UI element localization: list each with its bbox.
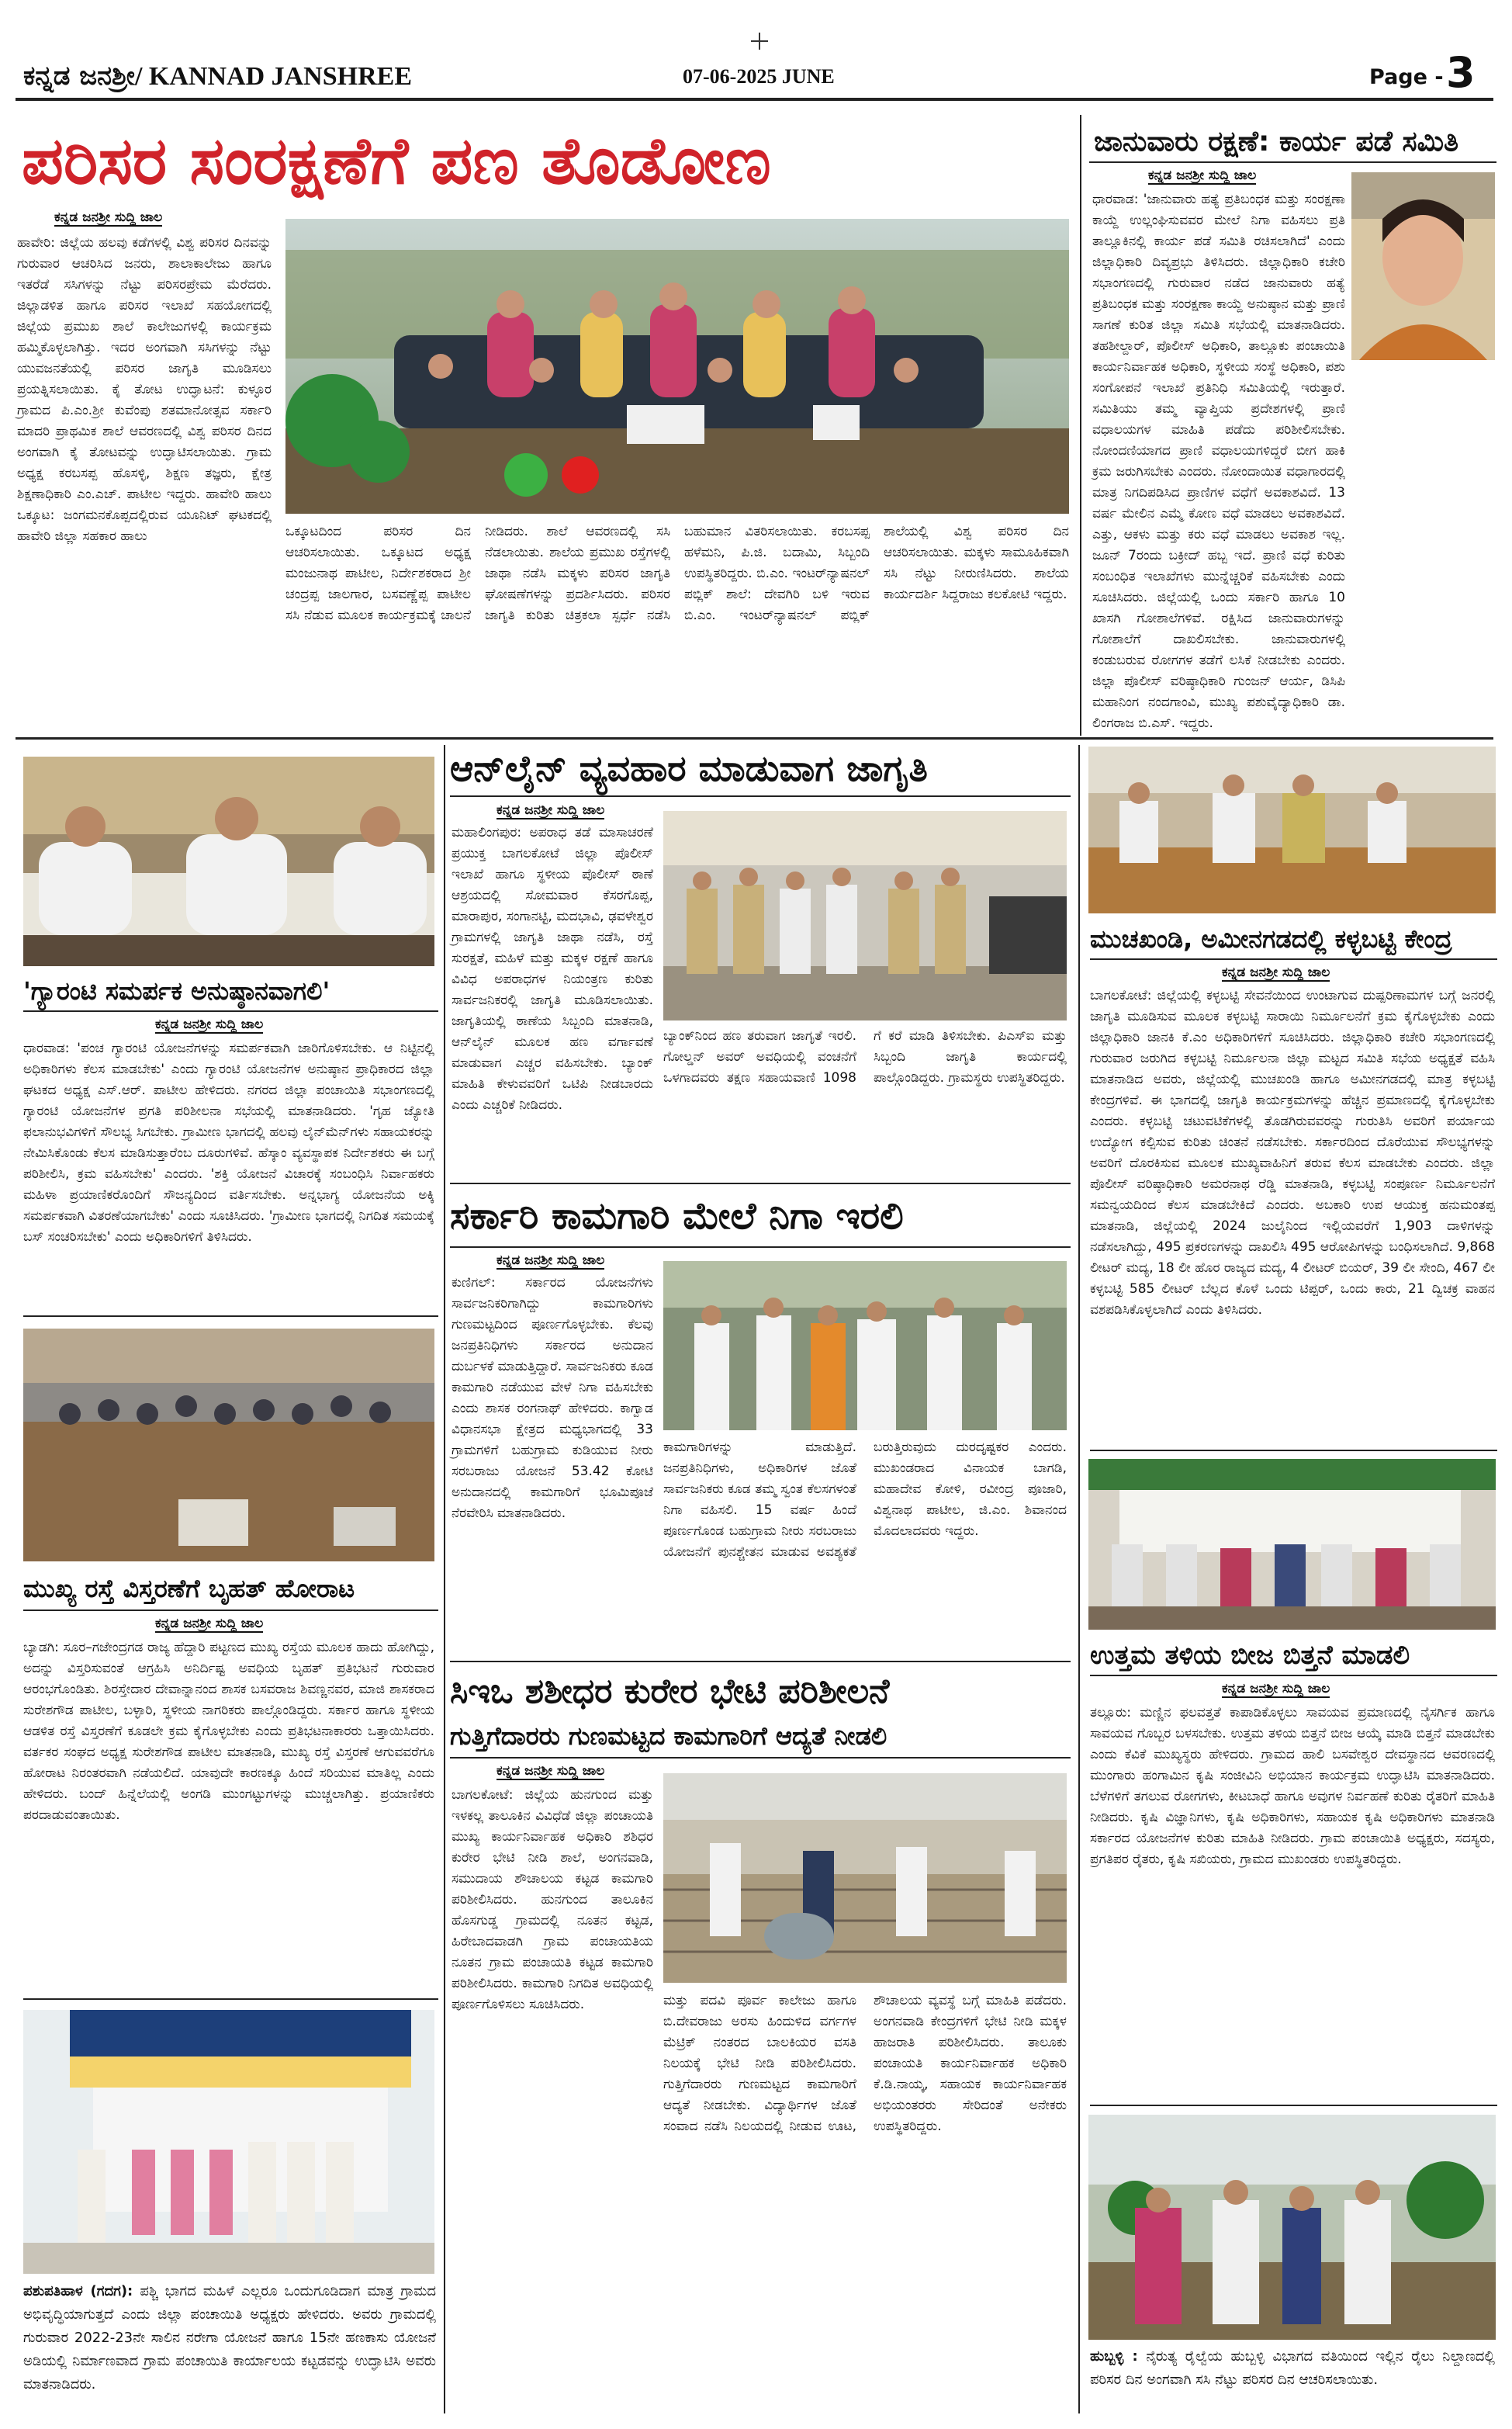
govt-byline: ಕನ್ನಡ ಜನಶ್ರೀ ಸುದ್ದಿ ಜಾಲ [497,1253,605,1268]
seed-photo [1088,1459,1496,1630]
kurer-text-left: ಬಾಗಲಕೋಟೆ: ಜಿಲ್ಲೆಯ ಹುನಗುಂದ ಮತ್ತು ಇಳಕಲ್ಲ ತಾಲೂಕಿನ ವಿವಿಧೆಡೆ ಜಿಲ್ಲಾ ಪಂಚಾಯತಿ ಮುಖ್ಯ ಕಾರ್ಯನಿರ್ವಾಹಕ ಅಧಿಕಾರಿ ಶಶಿಧರ ಕುರೇರ ಭೇಟಿ ನೀಡಿ ಶಾಲೆ, ಅಂಗನವಾಡಿ, ಸಮುದಾಯ ಶೌಚಾಲಯ ಕಟ್ಟಡ ಕಾಮಗಾರಿ ಪರಿಶೀಲಿಸಿದರು. ಹುನಗುಂದ ತಾಲೂಕಿನ ಹೊಸಗುಡ್ಡ ಗ್ರಾಮದಲ್ಲಿ ನೂತನ ಕಟ್ಟಡ, ಹಿರೇಬಾದವಾಡಗಿ ಗ್ರಾಮ ಪಂಚಾಯತಿಯ ನೂತನ ಗ್ರಾಮ ಪಂಚಾಯತಿ ಕಟ್ಟಡ ಕಾಮಗಾರಿ ಪರಿಶೀಲಿಸಿದರು. ಕಾಮಗಾರಿ ನಿಗದಿತ ಅವಧಿಯಲ್ಲಿ ಪೂರ್ಣಗೊಳಿಸಲು ಸೂಚಿಸಿದರು. [452,1787,653,2012]
school-caption-text: ಪಶ್ಚಿ ಭಾಗದ ಮಹಿಳೆ ಎಲ್ಲರೂ ಒಂದುಗೂಡಿದಾಗ ಮಾತ್ರ ಗ್ರಾಮದ ಅಭಿವೃದ್ಧಿಯಾಗುತ್ತದೆ ಎಂದು ಜಿಲ್ಲಾ ಪಂಚಾಯಿತಿ ಅಧ್ಯಕ್ಷರು ಹೇಳಿದರು. ಅವರು ಗ್ರಾಮದಲ್ಲಿ ಗುರುವಾರ 2022-23ನೇ ಸಾಲಿನ ನರೇಗಾ ಯೋಜನೆ ಹಾಗೂ 15ನೇ ಹಣಕಾಸು ಯೋಜನೆ ಅಡಿಯಲ್ಲಿ ನಿರ್ಮಾಣವಾದ ಗ್ರಾಮ ಪಂಚಾಯಿತಿ ಕಾರ್ಯಾಲಯ ಕಟ್ಟಡವನ್ನು ಉದ್ಘಾಟಿಸಿ ಅವರು ಮಾತನಾಡಿದರು. [23,2283,436,2393]
seed-text: ತಲ್ಲೂರು: ಮಣ್ಣಿನ ಫಲವತ್ತತೆ ಕಾಪಾಡಿಕೊಳ್ಳಲು ಸಾವಯವ ಪ್ರಮಾಣದಲ್ಲಿ ನೈಸರ್ಗಿಕ ಹಾಗೂ ಸಾವಯವ ಗೊಬ್ಬರ ಬಳಸಬೇಕು. ಉತ್ತಮ ತಳಿಯ ಬಿತ್ತನೆ ಬೀಜ ಆಯ್ಕೆ ಮಾಡಿ ಬಿತ್ತನೆ ಮಾಡಬೇಕು ಎಂದು ಕೆವಿಕೆ ಮುಖ್ಯಸ್ಥರು ಹೇಳಿದರು. ಗ್ರಾಮದ ಹಾಲಿ ಬಸವೇಶ್ವರ ದೇವಸ್ಥಾನದ ಆವರಣದಲ್ಲಿ ಮುಂಗಾರು ಹಂಗಾಮಿನ ಕೃಷಿ ಸಂಜೀವಿನಿ ಅಭಿಯಾನ ಕಾರ್ಯಕ್ರಮ ಉದ್ಘಾಟಿಸಿ ಮಾತನಾಡಿದರು. ಬೆಳೆಗಳಿಗೆ ತಗಲುವ ರೋಗಗಳು, ಕೀಟಬಾಧೆ ಹಾಗೂ ಅವುಗಳ ನಿರ್ವಹಣೆ ಕುರಿತು ರೈತರಿಗೆ ಮಾಹಿತಿ ನೀಡಿದರು. ಕೃಷಿ ವಿಜ್ಞಾನಿಗಳು, ಕೃಷಿ ಅಧಿಕಾರಿಗಳು, ಸಹಾಯಕ ಕೃಷಿ ಅಧಿಕಾರಿಗಳು ಮಾತನಾಡಿ ಸರ್ಕಾರದ ಯೋಜನೆಗಳ ಕುರಿತು ಮಾಹಿತಿ ನೀಡಿದರು. ಗ್ರಾಮ ಪಂಚಾಯಿತಿ ಅಧ್ಯಕ್ಷರು, ಸದಸ್ಯರು, ಪ್ರಗತಿಪರ ರೈತರು, ಕೃಷಿ ಸಖಿಯರು, ಗ್ರಾಮದ ಮುಖಂಡರು ಉಪಸ್ಥಿತರಿದ್ದರು. [1090,1705,1495,1867]
protest-photo [23,1329,434,1561]
online-headline-rule [450,795,1071,797]
school-caption [23,2280,436,2412]
road-headline-rule [23,1610,438,1611]
crosshair-icon [751,33,768,50]
center-right-divider [1078,745,1080,2413]
lead-headline: ಪರಿಸರ ಸಂರಕ್ಷಣೆಗೆ ಪಣ ತೊಡೋಣ [22,123,771,199]
govt-headline-rule [450,1246,1071,1248]
online-bottom-rule [450,1183,1071,1184]
paper-name-english: / KANNAD JANSHREE [134,62,413,91]
road-byline: ಕನ್ನಡ ಜನಶ್ರೀ ಸುದ್ದಿ ಜಾಲ [155,1616,264,1631]
guarantee-byline: ಕನ್ನಡ ಜನಶ್ರೀ ಸುದ್ದಿ ಜಾಲ [155,1017,264,1032]
guarantee-headline: 'ಗ್ಯಾರಂಟಿ ಸಮರ್ಪಕ ಅನುಷ್ಠಾನವಾಗಲಿ' [23,976,330,1006]
kurer-text-right: ಮತ್ತು ಪದವಿ ಪೂರ್ವ ಕಾಲೇಜು ಹಾಗೂ ಬಿ.ದೇವರಾಜು ಅರಸು ಹಿಂದುಳಿದ ವರ್ಗಗಳ ಮೆಟ್ರಿಕ್ ನಂತರದ ಬಾಲಕಿಯರ ವಸತಿ ನಿಲಯಕ್ಕೆ ಭೇಟಿ ನೀಡಿ ಪರಿಶೀಲಿಸಿದರು. ಗುತ್ತಿಗೆದಾರರು ಗುಣಮಟ್ಟದ ಕಾಮಗಾರಿಗೆ ಆದ್ಯತೆ ನೀಡಬೇಕು. ವಿದ್ಯಾರ್ಥಿಗಳ ಜೊತೆ ಸಂವಾದ ನಡೆಸಿ ನಿಲಯದಲ್ಲಿ ನೀಡುವ ಊಟ, ಶೌಚಾಲಯ ವ್ಯವಸ್ಥೆ ಬಗ್ಗೆ ಮಾಹಿತಿ ಪಡೆದರು. ಅಂಗನವಾಡಿ ಕೇಂದ್ರಗಳಿಗೆ ಭೇಟಿ ನೀಡಿ ಮಕ್ಕಳ ಹಾಜರಾತಿ ಪರಿಶೀಲಿಸಿದರು. ತಾಲೂಕು ಪಂಚಾಯತಿ ಕಾರ್ಯನಿರ್ವಾಹಕ ಅಧಿಕಾರಿ ಕೆ.ಡಿ.ನಾಯ್ಕ, ಸಹಾಯಕ ಕಾರ್ಯನಿರ್ವಾಹಕ ಅಭಿಯಂತರರು ಸೇರಿದಂತೆ ಅನೇಕರು ಉಪಸ್ಥಿತರಿದ್ದರು. [663,1993,1067,2134]
kurer-headline-rule [450,1757,1071,1759]
govt-headline: ಸರ್ಕಾರಿ ಕಾಮಗಾರಿ ಮೇಲೆ ನಿಗಾ ಇರಲಿ [450,1194,904,1238]
building-photo [23,2010,434,2274]
right-rule-2 [1090,1450,1497,1451]
cattle-text-lower [1092,369,1496,730]
fraud-headline-rule [1090,958,1497,960]
cattle-headline-rule [1089,161,1496,163]
row1-rule [16,737,1493,740]
masthead-rule [16,98,1493,101]
kurer-headline: ಸಿಇಒ ಶಶೀಧರ ಕುರೇರ ಭೇಟಿ ಪರಿಶೀಲನೆ [450,1672,890,1711]
road-text: ಬ್ಯಾಡಗಿ: ಸೂರ–ಗಜೇಂದ್ರಗಡ ರಾಜ್ಯ ಹೆದ್ದಾರಿ ಪಟ್ಟಣದ ಮುಖ್ಯ ರಸ್ತೆಯ ಮೂಲಕ ಹಾದು ಹೋಗಿದ್ದು, ಅದನ್ನು ವಿಸ್ತರಿಸುವಂತೆ ಆಗ್ರಹಿಸಿ ಅನಿರ್ದಿಷ್ಟ ಅವಧಿಯ ಬೃಹತ್ ಪ್ರತಿಭಟನೆ ಗುರುವಾರ ಆರಂಭಗೊಂಡಿತು. ಶಿರಸ್ತೇದಾರ ದೇವಾನ್ನಾನಂದ ಶಾಸಕ ಬಸವರಾಜ ಶಿವಣ್ಣನವರ, ಮಾಜಿ ಶಾಸಕರಾದ ಸುರೇಶಗೌಡ ಪಾಟೀಲ, ಬಳ್ಳಾರಿ, ಸ್ಥಳೀಯ ನಾಗರಿಕರು ಪಾಲ್ಗೊಂಡಿದ್ದರು. ಸರ್ಕಾರ ಹಾಗೂ ಸ್ಥಳೀಯ ಆಡಳಿತ ರಸ್ತೆ ವಿಸ್ತರಣೆಗೆ ಕೂಡಲೇ ಕ್ರಮ ಕೈಗೊಳ್ಳಬೇಕು ಎಂದು ಪ್ರತಿಭಟನಾಕಾರರು ಒತ್ತಾಯಿಸಿದರು. ವರ್ತಕರ ಸಂಘದ ಅಧ್ಯಕ್ಷ ಸುರೇಶಗೌಡ ಪಾಟೀಲ ಮಾತನಾಡಿ, ಮುಖ್ಯ ರಸ್ತೆ ವಿಸ್ತರಣೆ ಆಗುವವರೆಗೂ ಹೋರಾಟ ನಿರಂತರವಾಗಿ ನಡೆಯಲಿದೆ. ಯಾವುದೇ ಕಾರಣಕ್ಕೂ ಹಿಂದೆ ಸರಿಯುವ ಮಾತಿಲ್ಲ ಎಂದು ಹೇಳಿದರು. ಬಂದ್ ಹಿನ್ನೆಲೆಯಲ್ಲಿ ಅಂಗಡಿ ಮುಂಗಟ್ಟುಗಳನ್ನು ಮುಚ್ಚಲಾಗಿತ್ತು. ಪ್ರಯಾಣಿಕರು ಪರದಾಡುವಂತಾಯಿತು. [23,1640,434,1823]
cattle-byline: ಕನ್ನಡ ಜನಶ್ರೀ ಸುದ್ದಿ ಜಾಲ [1148,168,1257,183]
right-column-divider [1080,115,1081,736]
kurer-subhead: ಗುತ್ತಿಗೆದಾರರು ಗುಣಮಟ್ಟದ ಕಾಮಗಾರಿಗೆ ಆದ್ಯತೆ ನೀಡಲಿ [450,1721,887,1751]
page-number: 3 [1446,48,1476,97]
lead-byline: ಕನ್ನಡ ಜನಶ್ರೀ ಸುದ್ದಿ ಜಾಲ [54,210,163,225]
fraud-headline: ಮುಚಖಂಡಿ, ಅಮೀನಗಡದಲ್ಲಿ ಕಳ್ಳಬಟ್ಟಿ ಕೇಂದ್ರ [1090,924,1452,954]
left-rule-2 [23,1315,438,1317]
guarantee-photo [23,757,434,966]
railway-caption [1090,2345,1495,2415]
page-label: Page - [1369,65,1444,89]
lead-text-bottom: ಒಕ್ಕೂಟದಿಂದ ಪರಿಸರ ದಿನ ಆಚರಿಸಲಾಯಿತು. ಒಕ್ಕೂಟದ ಅಧ್ಯಕ್ಷ ಮಂಜುನಾಥ ಪಾಟೀಲ, ನಿರ್ದೇಶಕರಾದ ಶ್ರೀ ಚಂದ್ರಪ್ಪ ಜಾಲಗಾರ, ಬಸವಣ್ಣೆಪ್ಪ ಪಾಟೀಲ ಸಸಿ ನೆಡುವ ಮೂಲಕ ಕಾರ್ಯಕ್ರಮಕ್ಕೆ ಚಾಲನೆ ನೀಡಿದರು. ಶಾಲೆ ಆವರಣದಲ್ಲಿ ಸಸಿ ನೆಡಲಾಯಿತು. ಶಾಲೆಯ ಪ್ರಮುಖ ರಸ್ತೆಗಳಲ್ಲಿ ಜಾಥಾ ನಡೆಸಿ ಮಕ್ಕಳು ಪರಿಸರ ಜಾಗೃತಿ ಘೋಷಣೆಗಳನ್ನು ಪ್ರದರ್ಶಿಸಿದರು. ಪರಿಸರ ಜಾಗೃತಿ ಕುರಿತು ಚಿತ್ರಕಲಾ ಸ್ಪರ್ಧೆ ನಡೆಸಿ ಬಹುಮಾನ ವಿತರಿಸಲಾಯಿತು. ಕರಬಸಪ್ಪ ಹಳೆಮನಿ, ಪಿ.ಜಿ. ಬದಾಮಿ, ಸಿಬ್ಬಂದಿ ಉಪಸ್ಥಿತರಿದ್ದರು. ಬಿ.ಎಂ. ಇಂಟರ್‌ನ್ಯಾಷನಲ್ ಪಬ್ಲಿಕ್ ಶಾಲೆ: ದೇವಗಿರಿ ಬಳಿ ಇರುವ ಬಿ.ಎಂ. ಇಂಟರ್‌ನ್ಯಾಷನಲ್ ಪಬ್ಲಿಕ್ ಶಾಲೆಯಲ್ಲಿ ವಿಶ್ವ ಪರಿಸರ ದಿನ ಆಚರಿಸಲಾಯಿತು. ಮಕ್ಕಳು ಸಾಮೂಹಿಕವಾಗಿ ಸಸಿ ನೆಟ್ಟು ನೀರುಣಿಸಿದರು. ಶಾಲೆಯ ಕಾರ್ಯದರ್ಶಿ ಸಿದ್ದರಾಜು ಕಲಕೋಟಿ ಇದ್ದರು. [285,524,1069,623]
kurer-photo [663,1773,1067,1983]
cattle-headline: ಜಾನುವಾರು ರಕ್ಷಣೆ: ಕಾರ್ಯ ಪಡೆ ಸಮಿತಿ [1094,126,1459,158]
online-photo [663,811,1067,1020]
guarantee-headline-rule [23,1010,438,1012]
paper-name-kannada: ಕನ್ನಡ ಜನಶ್ರೀ [23,61,135,92]
railway-caption-place: ಹುಬ್ಬಳ್ಳಿ : [1090,2348,1138,2365]
fraud-text: ಬಾಗಲಕೋಟೆ: ಜಿಲ್ಲೆಯಲ್ಲಿ ಕಳ್ಳಬಟ್ಟಿ ಸೇವನೆಯಿಂದ ಉಂಟಾಗುವ ದುಷ್ಪರಿಣಾಮಗಳ ಬಗ್ಗೆ ಜನರಲ್ಲಿ ಜಾಗೃತಿ ಮೂಡಿಸುವ ಮೂಲಕ ಕಳ್ಳಬಟ್ಟಿ ಸಾರಾಯಿ ನಿರ್ಮೂಲನೆಗೆ ಕ್ರಮ ಕೈಗೊಳ್ಳಬೇಕು ಎಂದು ಜಿಲ್ಲಾಧಿಕಾರಿ ಜಾನಕಿ ಕೆ.ಎಂ ಅಧಿಕಾರಿಗಳಿಗೆ ಸೂಚಿಸಿದರು. ಜಿಲ್ಲಾಧಿಕಾರಿ ಕಚೇರಿ ಸಭಾಂಗಣದಲ್ಲಿ ಗುರುವಾರ ಜರುಗಿದ ಕಳ್ಳಬಟ್ಟಿ ನಿರ್ಮೂಲನಾ ಜಿಲ್ಲಾ ಮಟ್ಟದ ಸಮಿತಿ ಸಭೆಯ ಅಧ್ಯಕ್ಷತೆ ವಹಿಸಿ ಮಾತನಾಡಿದ ಅವರು, ಜಿಲ್ಲೆಯಲ್ಲಿ ಮುಚಖಂಡಿ ಹಾಗೂ ಅಮೀನಗಡದಲ್ಲಿ ಮಾತ್ರ ಕಳ್ಳಬಟ್ಟಿ ಕೇಂದ್ರಗಳಿವೆ. ಈ ಭಾಗದಲ್ಲಿ ಜಾಗೃತಿ ಕಾರ್ಯಕ್ರಮಗಳನ್ನು ಹೆಚ್ಚಿನ ಪ್ರಮಾಣದಲ್ಲಿ ಕೈಗೊಳ್ಳಬೇಕು ಎಂದರು. ಕಳ್ಳಬಟ್ಟಿ ಚಟುವಟಿಕೆಗಳಲ್ಲಿ ತೊಡಗಿರುವವರನ್ನು ಗುರುತಿಸಿ ಅವರಿಗೆ ಪರ್ಯಾಯ ಉದ್ಯೋಗ ಕಲ್ಪಿಸುವ ಕುರಿತು ಚಿಂತನೆ ನಡೆಸಬೇಕು. ಸರ್ಕಾರದಿಂದ ದೊರೆಯುವ ಸೌಲಭ್ಯಗಳನ್ನು ಅವರಿಗೆ ದೊರಕಿಸುವ ಮೂಲಕ ಮುಖ್ಯವಾಹಿನಿಗೆ ತರುವ ಕೆಲಸ ಮಾಡಬೇಕು ಎಂದರು. ಜಿಲ್ಲಾ ಪೊಲೀಸ್ ವರಿಷ್ಠಾಧಿಕಾರಿ ಅಮರನಾಥ ರೆಡ್ಡಿ ಮಾತನಾಡಿ, ಕಳ್ಳಬಟ್ಟಿ ಸಂಪೂರ್ಣ ನಿರ್ಮೂಲನೆಗೆ ಸಮನ್ವಯದಿಂದ ಕೆಲಸ ಮಾಡಬೇಕಿದೆ ಎಂದರು. ಅಬಕಾರಿ ಉಪ ಆಯುಕ್ತ ಹನುಮಂತಪ್ಪ ಮಾತನಾಡಿ, ಜಿಲ್ಲೆಯಲ್ಲಿ 2024 ಜುಲೈನಿಂದ ಇಲ್ಲಿಯವರೆಗೆ 1,903 ದಾಳಿಗಳನ್ನು ನಡೆಸಲಾಗಿದ್ದು, 495 ಪ್ರಕರಣಗಳನ್ನು ದಾಖಲಿಸಿ 495 ಆರೋಪಿಗಳನ್ನು ಬಂಧಿಸಲಾಗಿದೆ. 9,868 ಲೀಟರ್ ಮದ್ಯ, 18 ಲೀ ಹೊರ ರಾಜ್ಯದ ಮದ್ಯ, 4 ಲೀಟರ್ ಬಿಯರ್, 39 ಲೀ ಸೇಂದಿ, 467 ಲೀ ಕಳ್ಳಬಟ್ಟಿ 585 ಲೀಟರ್ ಬೆಲ್ಲದ ಕೊಳೆ ಒಂದು ಟಿಪ್ಪರ್, ಒಂದು ಕಾರು, 21 ದ್ವಿಚಕ್ರ ವಾಹನ ವಶಪಡಿಸಿಕೊಳ್ಳಲಾಗಿದೆ ಎಂದು ತಿಳಿಸಿದರು. [1090,988,1495,1318]
lead-text-col1: ಹಾವೇರಿ: ಜಿಲ್ಲೆಯ ಹಲವು ಕಡೆಗಳಲ್ಲಿ ವಿಶ್ವ ಪರಿಸರ ದಿನವನ್ನು ಗುರುವಾರ ಆಚರಿಸಿದ ಜನರು, ಶಾಲಾಕಾಲೇಜು ಹಾಗೂ ಇತರೆಡೆ ಸಸಿಗಳನ್ನು ನೆಟ್ಟು ಪರಿಸರಪ್ರೇಮ ಮೆರೆದರು. ಜಿಲ್ಲಾಡಳಿತ ಹಾಗೂ ಪರಿಸರ ಇಲಾಖೆ ಸಹಯೋಗದಲ್ಲಿ ಜಿಲ್ಲೆಯ ಪ್ರಮುಖ ಶಾಲೆ ಕಾಲೇಜುಗಳಲ್ಲಿ ಕಾರ್ಯಕ್ರಮ ಹಮ್ಮಿಕೊಳ್ಳಲಾಗಿತ್ತು. ಇದರ ಅಂಗವಾಗಿ ಸಸಿಗಳನ್ನು ನೆಟ್ಟು ಯುವಜನತೆಯಲ್ಲಿ ಪರಿಸರ ಜಾಗೃತಿ ಮೂಡಿಸಲು ಪ್ರಯತ್ನಿಸಲಾಯಿತು. ಕೈ ತೋಟ ಉದ್ಘಾಟನೆ: ಕುಳ್ಳೂರ ಗ್ರಾಮದ ಪಿ.ಎಂ.ಶ್ರೀ ಕುವೆಂಪು ಶತಮಾನೋತ್ಸವ ಸರ್ಕಾರಿ ಮಾದರಿ ಪ್ರಾಥಮಿಕ ಶಾಲೆ ಆವರಣದಲ್ಲಿ ವಿಶ್ವ ಪರಿಸರ ದಿನದ ಅಂಗವಾಗಿ ಕೈ ತೋಟವನ್ನು ಉದ್ಘಾಟಿಸಲಾಯಿತು. ಗ್ರಾಮ ಅಧ್ಯಕ್ಷ ಕರಬಸಪ್ಪ ಹೊಸಳ್ಳಿ, ಶಿಕ್ಷಣ ತಜ್ಞರು, ಕ್ಷೇತ್ರ ಶಿಕ್ಷಣಾಧಿಕಾರಿ ಎಂ.ಎಚ್. ಪಾಟೀಲ ಇದ್ದರು. ಹಾವೇರಿ ಹಾಲು ಒಕ್ಕೂಟ: ಜಂಗಮನಕೊಪ್ಪದಲ್ಲಿರುವ ಯೂನಿಟ್ ಘಟಕದಲ್ಲಿ ಹಾವೇರಿ ಜಿಲ್ಲಾ ಸಹಕಾರ ಹಾಲು [17,235,272,544]
masthead-title [23,61,412,92]
cattle-text: ಧಾರವಾಡ: 'ಜಾನುವಾರು ಹತ್ಯೆ ಪ್ರತಿಬಂಧಕ ಮತ್ತು ಸಂರಕ್ಷಣಾ ಕಾಯ್ದೆ ಉಲ್ಲಂಘಿಸುವವರ ಮೇಲೆ ನಿಗಾ ವಹಿಸಲು ಪ್ರತಿ ತಾಲ್ಲೂಕಿನಲ್ಲಿ ಕಾರ್ಯ ಪಡೆ ಸಮಿತಿ ರಚಿಸಲಾಗಿದೆ' ಎಂದು ಜಿಲ್ಲಾಧಿಕಾರಿ ದಿವ್ಯಪ್ರಭು ತಿಳಿಸಿದರು. ಜಿಲ್ಲಾಧಿಕಾರಿ ಕಚೇರಿ ಸಭಾಂಗಣದಲ್ಲಿ ಗುರುವಾರ ನಡೆದ ಜಾನುವಾರು ಹತ್ಯೆ ಪ್ರತಿಬಂಧಕ ಮತ್ತು ಸಂರಕ್ಷಣಾ ಕಾಯ್ದೆ ಅನುಷ್ಠಾನ ಮತ್ತು ಪ್ರಾಣಿ ಸಾಗಣೆ ಕುರಿತ ಜಿಲ್ಲಾ ಸಮಿತಿ ಸಭೆಯಲ್ಲಿ ಮಾತನಾಡಿದರು. ತಹಶೀಲ್ದಾರ್, ಪೊಲೀಸ್ ಅಧಿಕಾರಿ, ತಾಲ್ಲೂಕು ಪಂಚಾಯಿತಿ ಕಾರ್ಯನಿರ್ವಾಹಕ ಅಧಿಕಾರಿ, ಸ್ಥಳೀಯ ಸಂಸ್ಥೆ ಅಧಿಕಾರಿ, ಪಶು ಸಂಗೋಪನೆ ಇಲಾಖೆ ಪ್ರತಿನಿಧಿ ಸಮಿತಿಯಲ್ಲಿ ಇರುತ್ತಾರೆ. ಸಮಿತಿಯು ತಮ್ಮ ವ್ಯಾಪ್ತಿಯ ಪ್ರದೇಶಗಳಲ್ಲಿ ಪ್ರಾಣಿ ವಧಾಲಯಗಳ ಮಾಹಿತಿ ಪಡೆದು ಪರಿಶೀಲಿಸಬೇಕು. ನೋಂದಣಿಯಾಗದ ಪ್ರಾಣಿ ವಧಾಲಯಗಳಿದ್ದರೆ ಬೀಗ ಹಾಕಿ ಕ್ರಮ ಜರುಗಿಸಬೇಕು ಎಂದರು. ನೋಂದಾಯಿತ ವಧಾಗಾರದಲ್ಲಿ ಮಾತ್ರ ನಿಗದಿಪಡಿಸಿದ ಪ್ರಾಣಿಗಳ ವಧೆಗೆ ಅವಕಾಶವಿದೆ. 13 ವರ್ಷ ಮೇಲಿನ ಎಮ್ಮೆ ಕೋಣ ವಧೆ ಮಾಡಲು ಅವಕಾಶವಿದೆ. ಎತ್ತು, ಆಕಳು ಮತ್ತು ಕರು ವಧೆ ಮಾಡಲು ಅವಕಾಶ ಇಲ್ಲ. ಜೂನ್ 7ರಂದು ಬಕ್ರೀದ್ ಹಬ್ಬ ಇದೆ. ಪ್ರಾಣಿ ವಧೆ ಕುರಿತು ಸಂಬಂಧಿತ ಇಲಾಖೆಗಳು ಮುನ್ನೆಚ್ಚರಿಕೆ ವಹಿಸಬೇಕು ಎಂದು ಸೂಚಿಸಿದರು. ಜಿಲ್ಲೆಯಲ್ಲಿ ಒಂದು ಸರ್ಕಾರಿ ಹಾಗೂ 10 ಖಾಸಗಿ ಗೋಶಾಲೆಗಳಿವೆ. ರಕ್ಷಿಸಿದ ಜಾನುವಾರುಗಳನ್ನು ಗೋಶಾಲೆಗೆ ದಾಖಲಿಸಬೇಕು. ಜಾನುವಾರುಗಳಲ್ಲಿ ಕಂಡುಬರುವ ರೋಗಗಳ ತಡೆಗೆ ಲಸಿಕೆ ನೀಡಬೇಕು ಎಂದರು. ಜಿಲ್ಲಾ ಪೊಲೀಸ್ ವರಿಷ್ಠಾಧಿಕಾರಿ ಗುಂಜನ್ ಆರ್ಯ, ಡಿಸಿಪಿ ಮಹಾನಿಂಗ ನಂದಗಾಂವಿ, ಮುಖ್ಯ ಪಶುವೈದ್ಯಾಧಿಕಾರಿ ಡಾ. ಲಿಂಗರಾಜ ಬಿ.ಎಸ್. ಇದ್ದರು. [1092,192,1345,731]
govt-photo [663,1261,1067,1430]
railway-caption-text: ನೈರುತ್ಯ ರೈಲ್ವೆಯ ಹುಬ್ಬಳ್ಳಿ ವಿಭಾಗದ ವತಿಯಿಂದ ಇಲ್ಲಿನ ರೈಲು ನಿಲ್ದಾಣದಲ್ಲಿ ಪರಿಸರ ದಿನ ಅಂಗವಾಗಿ ಸಸಿ ನೆಟ್ಟು ಪರಿಸರ ದಿನ ಆಚರಿಸಲಾಯಿತು. [1090,2348,1495,2388]
issue-date: 07-06-2025 JUNE [683,65,835,88]
online-text-bottom: ಬ್ಯಾಂಕ್‌ನಿಂದ ಹಣ ತರುವಾಗ ಜಾಗೃತೆ ಇರಲಿ. ಗೋಲ್ಡನ್ ಅವರ್ ಅವಧಿಯಲ್ಲಿ ವಂಚನೆಗೆ ಒಳಗಾದವರು ತಕ್ಷಣ ಸಹಾಯವಾಣಿ 1098 ಗೆ ಕರೆ ಮಾಡಿ ತಿಳಿಸಬೇಕು. ಪಿಎಸ್‌ಐ ಮತ್ತು ಸಿಬ್ಬಂದಿ ಜಾಗೃತಿ ಕಾರ್ಯದಲ್ಲಿ ಪಾಲ್ಗೊಂಡಿದ್ದರು. ಗ್ರಾಮಸ್ಥರು ಉಪಸ್ಥಿತರಿದ್ದರು. [663,1028,1067,1086]
govt-text-left: ಕುಣಿಗಲ್: ಸರ್ಕಾರದ ಯೋಜನೆಗಳು ಸಾರ್ವಜನಿಕರಿಗಾಗಿದ್ದು ಕಾಮಗಾರಿಗಳು ಗುಣಮಟ್ಟದಿಂದ ಪೂರ್ಣಗೊಳ್ಳಬೇಕು. ಕೆಲವು ಜನಪ್ರತಿನಿಧಿಗಳು ಸರ್ಕಾರದ ಅನುದಾನ ದುರ್ಬಳಕೆ ಮಾಡುತ್ತಿದ್ದಾರೆ. ಸಾರ್ವಜನಿಕರು ಕೂಡ ಕಾಮಗಾರಿ ನಡೆಯುವ ವೇಳೆ ನಿಗಾ ವಹಿಸಬೇಕು ಎಂದು ಶಾಸಕ ರಂಗನಾಥ್ ಹೇಳಿದರು. ಕಾಗ್ವಾಡ ವಿಧಾನಸಭಾ ಕ್ಷೇತ್ರದ ಮಧ್ಯಭಾಗದಲ್ಲಿ 33 ಗ್ರಾಮಗಳಿಗೆ ಬಹುಗ್ರಾಮ ಕುಡಿಯುವ ನೀರು ಸರಬರಾಜು ಯೋಜನೆ 53.42 ಕೋಟಿ ಅನುದಾನದಲ್ಲಿ ಕಾಮಗಾರಿಗೆ ಭೂಮಿಪೂಜೆ ನೆರವೇರಿಸಿ ಮಾತನಾಡಿದರು. [452,1275,653,1521]
right-rule-3 [1090,2105,1497,2106]
kurer-byline: ಕನ್ನಡ ಜನಶ್ರೀ ಸುದ್ದಿ ಜಾಲ [497,1763,605,1779]
fraud-byline: ಕನ್ನಡ ಜನಶ್ರೀ ಸುದ್ದಿ ಜಾಲ [1222,965,1330,980]
road-headline: ಮುಖ್ಯ ರಸ್ತೆ ವಿಸ್ತರಣೆಗೆ ಬೃಹತ್ ಹೋರಾಟ [23,1574,355,1603]
seed-headline-rule [1090,1675,1497,1676]
cattle-photo [1351,172,1495,360]
seed-byline: ಕನ್ನಡ ಜನಶ್ರೀ ಸುದ್ದಿ ಜಾಲ [1222,1681,1330,1696]
left-rule-3 [23,1998,438,2000]
govt-text-right: ಕಾಮಗಾರಿಗಳನ್ನು ಮಾಡುತ್ತಿದೆ. ಜನಪ್ರತಿನಿಧಿಗಳು, ಅಧಿಕಾರಿಗಳ ಜೊತೆ ಸಾರ್ವಜನಿಕರು ಕೂಡ ತಮ್ಮ ಸ್ವಂತ ಕೆಲಸಗಳಂತೆ ನಿಗಾ ವಹಿಸಲಿ. 15 ವರ್ಷ ಹಿಂದೆ ಪೂರ್ಣಗೊಂಡ ಬಹುಗ್ರಾಮ ನೀರು ಸರಬರಾಜು ಯೋಜನೆಗೆ ಪುನಶ್ಚೇತನ ಮಾಡುವ ಅವಶ್ಯಕತೆ ಬರುತ್ತಿರುವುದು ದುರದೃಷ್ಟಕರ ಎಂದರು. ಮುಖಂಡರಾದ ವಿನಾಯಕ ಬಾಗಡಿ, ಮಹಾದೇವ ಕೋಳಿ, ರವೀಂದ್ರ ಪೂಜಾರಿ, ವಿಶ್ವನಾಥ ಪಾಟೀಲ, ಜಿ.ಎಂ. ಶಿವಾನಂದ ಮೊದಲಾದವರು ಇದ್ದರು. [663,1440,1067,1560]
masthead [0,0,1512,97]
lead-photo [285,219,1069,514]
left-center-divider [444,745,445,2413]
seed-headline: ಉತ್ತಮ ತಳಿಯ ಬೀಜ ಬಿತ್ತನೆ ಮಾಡಲಿ [1090,1640,1410,1671]
online-headline: ಆನ್‌ಲೈನ್ ವ್ಯವಹಾರ ಮಾಡುವಾಗ ಜಾಗೃತಿ [450,747,928,789]
school-caption-place: ಪಶುಪತಿಹಾಳ (ಗದಗ): [23,2283,133,2299]
online-text-left: ಮಹಾಲಿಂಗಪುರ: ಅಪರಾಧ ತಡೆ ಮಾಸಾಚರಣೆ ಪ್ರಯುಕ್ತ ಬಾಗಲಕೋಟೆ ಜಿಲ್ಲಾ ಪೊಲೀಸ್ ಇಲಾಖೆ ಹಾಗೂ ಸ್ಥಳೀಯ ಪೊಲೀಸ್ ಠಾಣೆ ಆಶ್ರಯದಲ್ಲಿ ಸೋಮವಾರ ಕೆಸರಗೊಪ್ಪ, ಮಾರಾಪುರ, ಸಂಗಾನಟ್ಟಿ, ಮದಭಾವಿ, ಢವಳೇಶ್ವರ ಗ್ರಾಮಗಳಲ್ಲಿ ಜಾಗೃತಿ ಜಾಥಾ ನಡೆಸಿ, ರಸ್ತೆ ಸುರಕ್ಷತೆ, ಮಹಿಳೆ ಮತ್ತು ಮಕ್ಕಳ ರಕ್ಷಣೆ ಹಾಗೂ ವಿವಿಧ ಅಪರಾಧಗಳ ನಿಯಂತ್ರಣ ಕುರಿತು ಸಾರ್ವಜನಿಕರಲ್ಲಿ ಜಾಗೃತಿ ಮೂಡಿಸಲಾಯಿತು. ಜಾಗೃತಿಯಲ್ಲಿ ಠಾಣೆಯ ಸಿಬ್ಬಂದಿ ಮಾತನಾಡಿ, ಆನ್‌ಲೈನ್ ಮೂಲಕ ಹಣ ವರ್ಗಾವಣೆ ಮಾಡುವಾಗ ಎಚ್ಚರ ವಹಿಸಬೇಕು. ಬ್ಯಾಂಕ್ ಮಾಹಿತಿ ಕೇಳುವವರಿಗೆ ಒಟಿಪಿ ನೀಡಬಾರದು ಎಂದು ಎಚ್ಚರಿಕೆ ನೀಡಿದರು. [452,825,653,1113]
govt-bottom-rule [450,1661,1071,1662]
railway-photo [1088,2115,1496,2340]
fraud-photo [1088,747,1496,913]
guarantee-text: ಧಾರವಾಡ: 'ಪಂಚ ಗ್ಯಾರಂಟಿ ಯೋಜನೆಗಳನ್ನು ಸಮರ್ಪಕವಾಗಿ ಜಾರಿಗೊಳಿಸಬೇಕು. ಆ ನಿಟ್ಟಿನಲ್ಲಿ ಅಧಿಕಾರಿಗಳು ಕೆಲಸ ಮಾಡಬೇಕು' ಎಂದು ಗ್ಯಾರಂಟಿ ಯೋಜನೆಗಳ ಅನುಷ್ಠಾನ ಪ್ರಾಧಿಕಾರದ ಜಿಲ್ಲಾ ಘಟಕದ ಅಧ್ಯಕ್ಷ ಎಸ್.ಆರ್. ಪಾಟೀಲ ಹೇಳಿದರು. ನಗರದ ಜಿಲ್ಲಾ ಪಂಚಾಯಿತಿ ಸಭಾಂಗಣದಲ್ಲಿ ಗ್ಯಾರಂಟಿ ಯೋಜನೆಗಳ ಪ್ರಗತಿ ಪರಿಶೀಲನಾ ಸಭೆಯಲ್ಲಿ ಮಾತನಾಡಿದರು. 'ಗೃಹ ಜ್ಯೋತಿ ಫಲಾನುಭವಿಗಳಿಗೆ ಸೌಲಭ್ಯ ಸಿಗಬೇಕು. ಗ್ರಾಮೀಣ ಭಾಗದಲ್ಲಿ ಹಲವು ಲೈನ್‌ಮೆನ್‌ಗಳು ಸಹಾಯಕರನ್ನು ನೇಮಿಸಿಕೊಂಡು ಕೆಲಸ ಮಾಡಿಸುತ್ತಾರೆಂಬ ದೂರುಗಳಿವೆ. ಹೆಸ್ಕಾಂ ವ್ಯವಸ್ಥಾಪಕ ನಿರ್ದೇಶಕರು ಈ ಬಗ್ಗೆ ಪರಿಶೀಲಿಸಿ, ಕ್ರಮ ವಹಿಸಬೇಕು' ಎಂದರು. 'ಶಕ್ತಿ ಯೋಜನೆ ವಿಚಾರಕ್ಕೆ ಸಂಬಂಧಿಸಿ ನಿರ್ವಾಹಕರು ಮಹಿಳಾ ಪ್ರಯಾಣಿಕರೊಂದಿಗೆ ಸೌಜನ್ಯದಿಂದ ವರ್ತಿಸಬೇಕು. ಅನ್ನಭಾಗ್ಯ ಯೋಜನೆಯ ಅಕ್ಕಿ ಸಮರ್ಪಕವಾಗಿ ವಿತರಣೆಯಾಗಬೇಕು' ಎಂದು ಸೂಚಿಸಿದರು. 'ಗ್ರಾಮೀಣ ಭಾಗದಲ್ಲಿ ನಿಗದಿತ ಸಮಯಕ್ಕೆ ಬಸ್ ಸಂಚರಿಸಬೇಕು' ಎಂದು ಅಧಿಕಾರಿಗಳಿಗೆ ತಿಳಿಸಿದರು. [23,1041,434,1245]
online-byline: ಕನ್ನಡ ಜನಶ್ರೀ ಸುದ್ದಿ ಜಾಲ [497,802,605,818]
